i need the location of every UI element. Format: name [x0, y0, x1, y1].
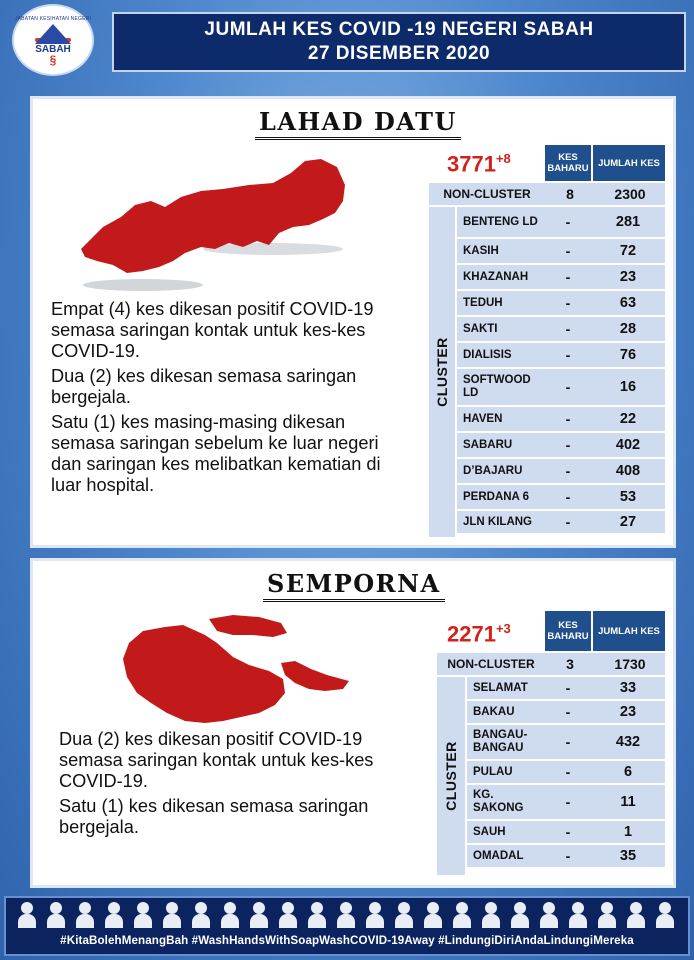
cluster-total-cases: 432 — [615, 734, 641, 750]
cluster-row — [457, 265, 665, 289]
frontliner-icon — [509, 900, 531, 928]
cluster-new-cases: - — [565, 214, 571, 230]
cluster-new-cases: - — [565, 680, 571, 696]
cluster-new-cases: - — [565, 704, 571, 720]
frontliner-icon — [567, 900, 589, 928]
non-cluster-new: 8 — [566, 186, 574, 202]
cluster-new-cases: - — [565, 489, 571, 505]
cluster-row — [467, 785, 665, 819]
frontliner-icon — [16, 900, 38, 928]
cluster-row — [457, 433, 665, 457]
cluster-name: DIALISIS — [463, 348, 512, 361]
description-paragraph: Satu (1) kes masing-masing dikesan semasa saringan sebelum ke luar negeri dan saringan kes melibatkan kematian di luar hospital. — [51, 412, 381, 495]
frontliner-icon — [45, 900, 67, 928]
cluster-total-cases: 22 — [619, 411, 637, 427]
cluster-total-cases: 23 — [619, 704, 637, 720]
frontliner-icon — [538, 900, 560, 928]
cluster-row — [457, 485, 665, 509]
cluster-label: CLUSTER — [434, 337, 450, 407]
cluster-name: SELAMAT — [473, 681, 528, 694]
cluster-name: SABARU — [463, 438, 513, 451]
cluster-new-cases: - — [565, 269, 571, 285]
title-date: 27 DISEMBER 2020 — [307, 43, 491, 64]
cluster-new-cases: - — [565, 243, 571, 259]
cluster-new-cases: - — [565, 734, 571, 750]
total-value: 2271 — [447, 621, 496, 647]
cluster-total-cases: 35 — [619, 848, 637, 864]
frontliner-icon — [248, 900, 270, 928]
non-cluster-row — [437, 653, 665, 675]
cluster-name: BAKAU — [473, 705, 515, 718]
frontliner-icon — [103, 900, 125, 928]
frontliner-icon — [596, 900, 618, 928]
cluster-row — [467, 845, 665, 867]
cluster-side-label — [437, 677, 465, 875]
lahad-datu-shape — [81, 159, 345, 273]
cluster-new-cases: - — [565, 794, 571, 810]
cluster-name: JLN KILANG — [463, 515, 532, 528]
frontliner-icon — [480, 900, 502, 928]
cluster-row — [457, 291, 665, 315]
cluster-total-cases: 23 — [619, 269, 637, 285]
frontliner-icon — [393, 900, 415, 928]
cluster-total-cases: 402 — [615, 437, 641, 453]
semporna-description — [59, 729, 419, 842]
cluster-total-cases: 72 — [619, 243, 637, 259]
new-cases: +3 — [495, 621, 511, 636]
cluster-row — [467, 725, 665, 759]
frontliner-icon — [335, 900, 357, 928]
footer-banner — [4, 896, 690, 956]
cluster-row — [457, 317, 665, 341]
cluster-row — [467, 821, 665, 843]
frontliner-icon — [422, 900, 444, 928]
cluster-name: TEDUH — [463, 296, 503, 309]
non-cluster-row — [429, 183, 665, 205]
lahad-datu-description — [51, 299, 411, 500]
district-title: SEMPORNA — [263, 569, 445, 602]
title-line-1: JUMLAH KES COVID -19 NEGERI SABAH — [204, 19, 594, 40]
cluster-name: KHAZANAH — [463, 270, 529, 283]
non-cluster-total: 1730 — [614, 656, 646, 672]
cluster-new-cases: - — [565, 437, 571, 453]
cluster-name: HAVEN — [463, 412, 503, 425]
cluster-name: PULAU — [473, 765, 513, 778]
cluster-total-cases: 33 — [619, 680, 637, 696]
cluster-row — [457, 343, 665, 367]
non-cluster-label: NON-CLUSTER — [443, 187, 531, 201]
cluster-name: SOFTWOOD LD — [463, 374, 531, 399]
cluster-new-cases: - — [565, 824, 571, 840]
col-header-total: JUMLAH KES — [593, 145, 665, 181]
cluster-new-cases: - — [565, 379, 571, 395]
col-header-total: JUMLAH KES — [593, 611, 665, 651]
lahad-datu-panel — [30, 96, 676, 548]
cluster-name: D’BAJARU — [463, 464, 523, 477]
logo-arc-text: JABATAN KESIHATAN NEGERI — [14, 15, 92, 22]
frontliner-icon — [654, 900, 676, 928]
cluster-total-cases: 76 — [619, 347, 637, 363]
cluster-row — [467, 677, 665, 699]
cluster-new-cases: - — [565, 295, 571, 311]
frontliner-icon — [277, 900, 299, 928]
non-cluster-label: NON-CLUSTER — [447, 657, 535, 671]
cluster-new-cases: - — [565, 514, 571, 530]
semporna-island-shape — [281, 661, 349, 691]
cluster-total-cases: 1 — [623, 824, 633, 840]
page-title — [112, 12, 686, 72]
semporna-panel — [30, 558, 676, 888]
frontliner-icon — [306, 900, 328, 928]
cluster-total-cases: 6 — [623, 764, 633, 780]
footer-hashtags: #KitaBolehMenangBah #WashHandsWithSoapWashCOVID-19Away #LindungiDiriAndaLindungiMereka — [60, 934, 634, 947]
logo-name: SABAH — [35, 43, 71, 55]
cluster-name: KASIH — [463, 244, 499, 257]
cluster-row — [457, 459, 665, 483]
description-paragraph: Satu (1) kes dikesan semasa saringan bergejala. — [59, 796, 369, 837]
cluster-row — [457, 407, 665, 431]
frontliner-icon — [190, 900, 212, 928]
cluster-total-cases: 16 — [619, 379, 637, 395]
semporna-island-shape — [209, 615, 287, 637]
semporna-map — [113, 613, 363, 733]
frontliner-icon — [161, 900, 183, 928]
total-count — [447, 151, 511, 177]
cluster-total-cases: 53 — [619, 489, 637, 505]
cluster-name: SAKTI — [463, 322, 498, 335]
logo-s-icon: § — [49, 52, 57, 67]
cluster-row — [457, 369, 665, 405]
cluster-total-cases: 408 — [615, 463, 641, 479]
mountain-icon — [35, 24, 71, 44]
frontliner-icon — [625, 900, 647, 928]
district-title: LAHAD DATU — [255, 107, 461, 140]
col-header-new: KES BAHARU — [545, 145, 591, 181]
cluster-row — [467, 761, 665, 783]
description-paragraph: Dua (2) kes dikesan positif COVID-19 semasa saringan kontak untuk kes-kes COVID-19. — [59, 729, 374, 791]
cluster-name: BANGAU-BANGAU — [473, 729, 528, 754]
cluster-new-cases: - — [565, 321, 571, 337]
semporna-mainland-shape — [123, 625, 285, 723]
cluster-new-cases: - — [565, 764, 571, 780]
total-count — [447, 621, 511, 647]
cluster-name: KG. SAKONG — [473, 789, 524, 814]
cluster-row — [457, 239, 665, 263]
frontliner-icon — [451, 900, 473, 928]
frontliner-icon — [74, 900, 96, 928]
cluster-row — [457, 511, 665, 533]
description-paragraph: Empat (4) kes dikesan positif COVID-19 semasa saringan kontak untuk kes-kes COVID-19. — [51, 299, 374, 361]
cluster-row — [457, 207, 665, 237]
cluster-name: OMADAL — [473, 849, 524, 862]
frontliner-icon — [364, 900, 386, 928]
sabah-health-logo — [12, 4, 94, 76]
cluster-name: BENTENG LD — [463, 215, 538, 228]
cluster-row — [467, 701, 665, 723]
cluster-total-cases: 63 — [619, 295, 637, 311]
description-paragraph: Dua (2) kes dikesan semasa saringan bergejala. — [51, 366, 357, 407]
frontliner-icon — [219, 900, 241, 928]
cluster-new-cases: - — [565, 347, 571, 363]
non-cluster-total: 2300 — [614, 186, 646, 202]
cluster-total-cases: 27 — [619, 514, 637, 530]
cluster-total-cases: 281 — [615, 214, 641, 230]
cluster-name: SAUH — [473, 825, 506, 838]
cluster-name: PERDANA 6 — [463, 490, 530, 503]
cluster-new-cases: - — [565, 411, 571, 427]
frontliner-icons — [16, 900, 676, 930]
lahad-datu-map — [73, 157, 363, 297]
cluster-new-cases: - — [565, 463, 571, 479]
cluster-label: CLUSTER — [443, 741, 459, 811]
new-cases: +8 — [495, 151, 511, 166]
cluster-total-cases: 11 — [620, 794, 636, 810]
cluster-total-cases: 28 — [619, 321, 637, 337]
cluster-side-label — [429, 207, 455, 537]
non-cluster-new: 3 — [566, 656, 574, 672]
col-header-new: KES BAHARU — [545, 611, 591, 651]
cluster-new-cases: - — [565, 848, 571, 864]
total-value: 3771 — [447, 151, 496, 177]
frontliner-icon — [132, 900, 154, 928]
